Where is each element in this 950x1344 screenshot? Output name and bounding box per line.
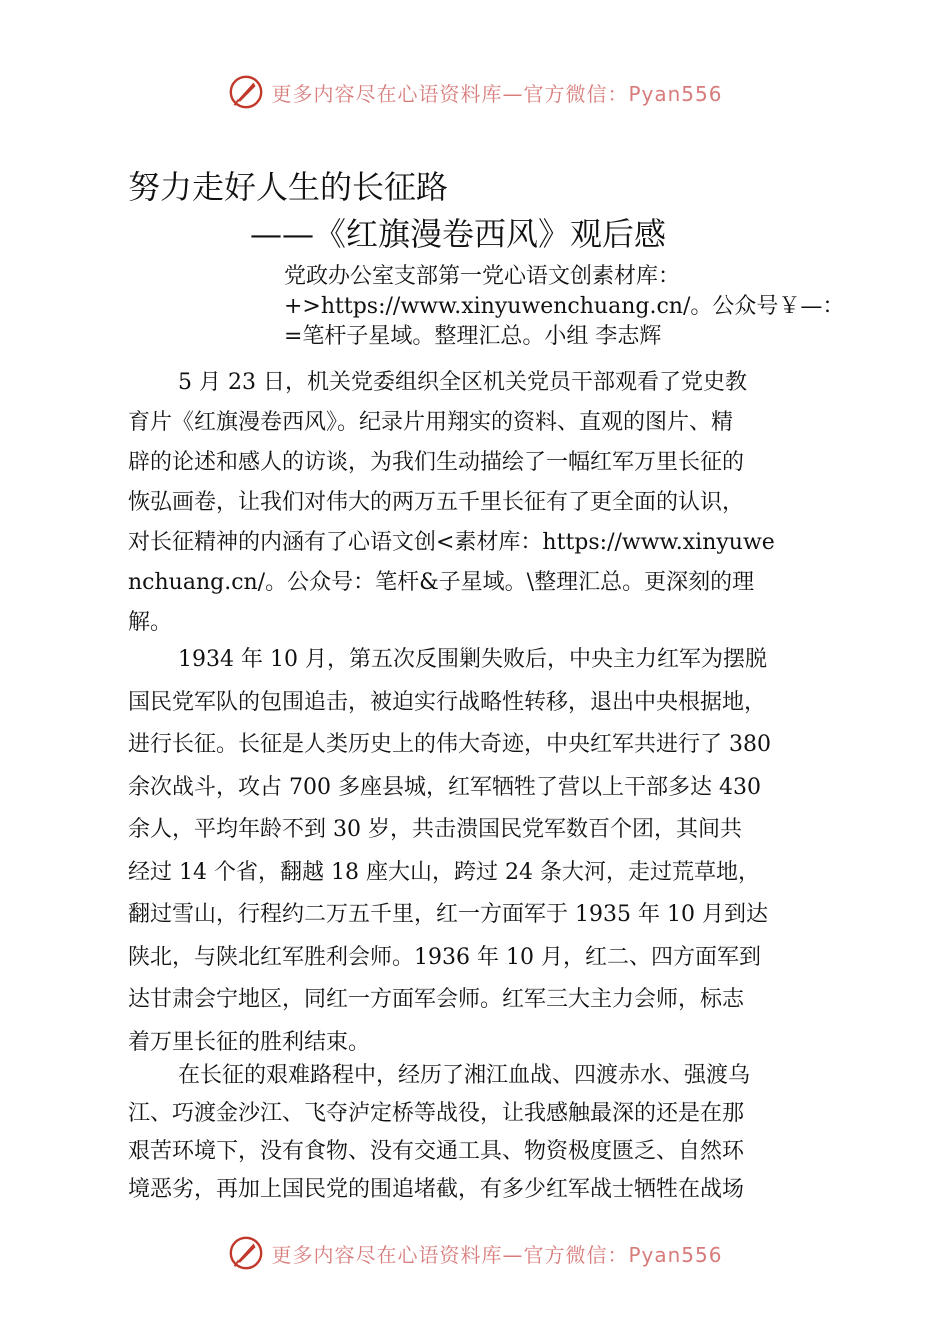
- paragraph-line: 余次战斗，攻占 700 多座县城，红军牺牲了营以上干部多达 430: [128, 774, 761, 800]
- paragraph-line: 达甘肃会宁地区，同红一方面军会师。红军三大主力会师，标志: [128, 987, 745, 1012]
- paragraph-line: 着万里长征的胜利结束。: [128, 1029, 371, 1055]
- paragraph-line: 艰苦环境下，没有食物、没有交通工具、物资极度匮乏、自然环: [128, 1139, 745, 1164]
- paragraph-line: 解。: [128, 610, 173, 635]
- paragraph-line: 育片《红旗漫卷西风》。纪录片用翔实的资料、直观的图片、精: [128, 410, 734, 435]
- footer-watermark-text: 更多内容尽在心语资料库—官方微信：Pyan556: [271, 1242, 723, 1267]
- paragraph-line: 经过 14 个省，翻越 18 座大山，跨过 24 条大河，走过荒草地，: [128, 859, 760, 885]
- paragraph-line: 江、巧渡金沙江、飞夺泸定桥等战役，让我感触最深的还是在那: [128, 1101, 745, 1126]
- paragraph-line: 境恶劣，再加上国民党的围追堵截，有多少红军战士牺牲在战场: [128, 1177, 745, 1202]
- byline-line: =笔杆子星域。整理汇总。小组 李志辉: [284, 324, 662, 349]
- header-watermark: [0, 72, 950, 112]
- paragraph-line: 对长征精神的内涵有了心语文创<素材库：https://www.xinyuwe: [128, 530, 775, 555]
- footer-watermark: [0, 1233, 950, 1273]
- byline-line: +>https://www.xinyuwenchuang.cn/。公众号￥—：: [284, 294, 845, 319]
- quill-logo-icon: [227, 1234, 265, 1272]
- paragraph-line: 恢弘画卷，让我们对伟大的两万五千里长征有了更全面的认识，: [128, 490, 745, 515]
- paragraph-2: [128, 639, 842, 1064]
- paragraph-line: 余人，平均年龄不到 30 岁，共击溃国民党军数百个团，其间共: [128, 817, 742, 842]
- paragraph-line: 陕北，与陕北红军胜利会师。1936 年 10 月，红二、四方面军到: [128, 944, 761, 970]
- paragraph-line: 5 月 23 日，机关党委组织全区机关党员干部观看了党史教: [178, 370, 747, 395]
- page-title: 努力走好人生的长征路: [128, 168, 449, 206]
- paragraph-line: 辟的论述和感人的访谈，为我们生动描绘了一幅红军万里长征的: [128, 450, 745, 475]
- page-subtitle: ——《红旗漫卷西风》观后感: [250, 215, 667, 253]
- paragraph-line: 进行长征。长征是人类历史上的伟大奇迹，中央红军共进行了 380: [128, 732, 771, 757]
- paragraph-1: [128, 363, 842, 643]
- byline: [284, 262, 884, 352]
- paragraph-line: 翻过雪山，行程约二万五千里，红一方面军于 1935 年 10 月到达: [128, 902, 768, 927]
- quill-logo-icon: [227, 73, 265, 111]
- paragraph-line: 1934 年 10 月，第五次反围剿失败后，中央主力红军为摆脱: [178, 647, 767, 672]
- byline-line: 党政办公室支部第一党心语文创素材库：: [284, 264, 681, 289]
- header-watermark-text: 更多内容尽在心语资料库—官方微信：Pyan556: [271, 81, 723, 106]
- paragraph-line: nchuang.cn/。公众号：笔杆&子星域。\整理汇总。更深刻的理: [128, 570, 755, 595]
- paragraph-line: 在长征的艰难路程中，经历了湘江血战、四渡赤水、强渡乌: [178, 1063, 751, 1088]
- paragraph-3: [128, 1057, 842, 1209]
- paragraph-line: 国民党军队的包围追击，被迫实行战略性转移，退出中央根据地，: [128, 689, 767, 715]
